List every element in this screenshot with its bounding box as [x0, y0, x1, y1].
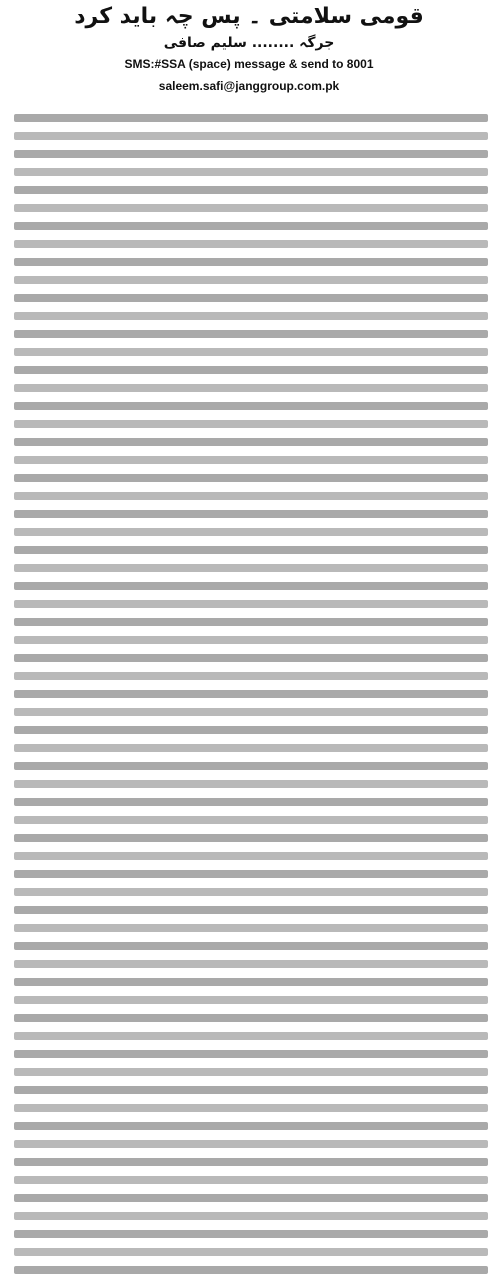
paragraph: [14, 582, 488, 1040]
paragraph: [14, 114, 488, 572]
author-email[interactable]: saleem.safi@janggroup.com.pk: [158, 79, 340, 93]
column-header: [0, 0, 498, 106]
paragraph: [14, 1050, 488, 1274]
byline: جرگہ ........ سلیم صافی: [163, 35, 335, 51]
article-body: [14, 104, 488, 974]
sms-instruction: SMS:#SSA (space) message & send to 8001: [124, 57, 374, 71]
headline: قومی سلامتی ۔ پس چہ باید کرد: [74, 4, 424, 29]
